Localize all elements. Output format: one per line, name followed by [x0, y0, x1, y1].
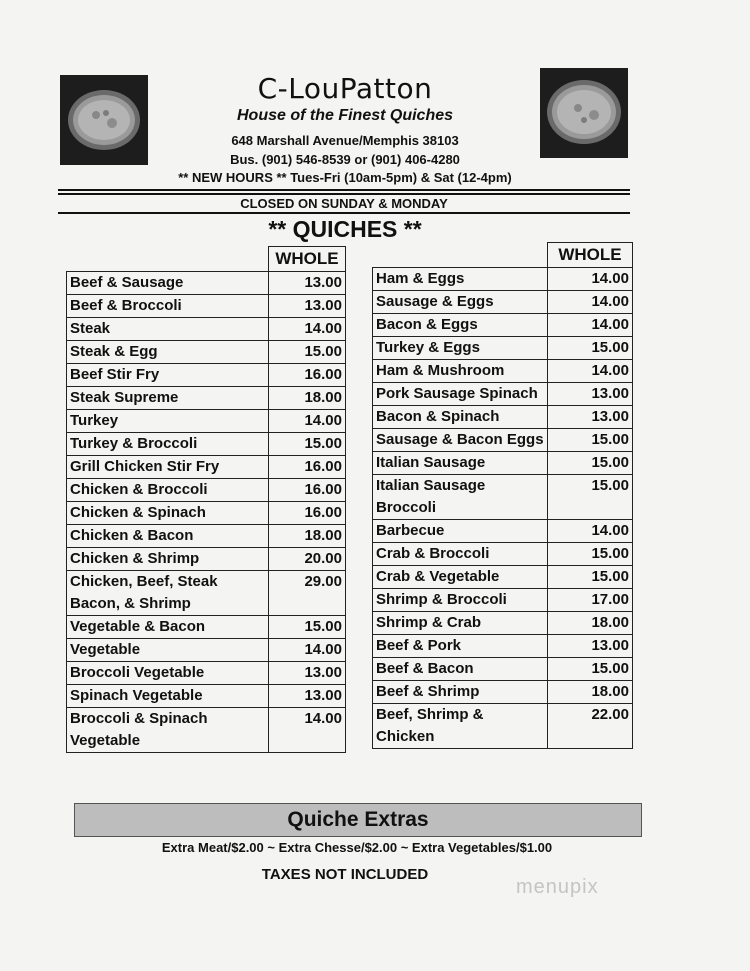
menu-item-price: 20.00	[269, 548, 346, 571]
menu-item-name: Crab & Broccoli	[373, 543, 548, 566]
divider-bottom	[58, 212, 630, 214]
menu-item-price: 14.00	[269, 318, 346, 341]
menu-item-price: 15.00	[269, 433, 346, 456]
menu-row	[373, 475, 633, 520]
menu-item-price: 13.00	[548, 635, 633, 658]
menu-row	[67, 456, 346, 479]
menu-item-name: Chicken, Beef, Steak Bacon, & Shrimp	[67, 571, 269, 616]
menu-item-price: 13.00	[269, 272, 346, 295]
menu-item-price: 14.00	[269, 410, 346, 433]
section-title: ** QUICHES **	[268, 216, 422, 242]
menu-row	[67, 387, 346, 410]
menu-item-price: 15.00	[548, 566, 633, 589]
menu-item-name: Italian Sausage	[373, 452, 548, 475]
menu-item-name: Beef & Bacon	[373, 658, 548, 681]
menu-item-price: 15.00	[548, 658, 633, 681]
menu-item-name: Crab & Vegetable	[373, 566, 548, 589]
menu-row	[373, 337, 633, 360]
menu-item-name: Beef & Shrimp	[373, 681, 548, 704]
divider-top	[58, 189, 630, 191]
menu-row	[373, 658, 633, 681]
menu-item-price: 14.00	[548, 291, 633, 314]
menu-row	[373, 406, 633, 429]
menu-item-name: Spinach Vegetable	[67, 685, 269, 708]
menu-row	[373, 520, 633, 543]
left-column-header: WHOLE	[268, 246, 346, 271]
menu-item-name: Barbecue	[373, 520, 548, 543]
menu-item-price: 13.00	[548, 406, 633, 429]
menu-item-price: 13.00	[269, 662, 346, 685]
menu-item-price: 15.00	[269, 341, 346, 364]
menu-row	[67, 410, 346, 433]
menu-item-name: Sausage & Bacon Eggs	[373, 429, 548, 452]
menu-item-price: 18.00	[269, 525, 346, 548]
right-menu-table	[372, 267, 633, 749]
menu-item-name: Chicken & Bacon	[67, 525, 269, 548]
menu-item-price: 15.00	[548, 452, 633, 475]
menu-item-price: 18.00	[548, 681, 633, 704]
extras-title: Quiche Extras	[287, 808, 429, 831]
menu-item-price: 16.00	[269, 456, 346, 479]
menu-item-price: 14.00	[548, 360, 633, 383]
menu-item-name: Beef, Shrimp & Chicken	[373, 704, 548, 749]
menu-row	[67, 341, 346, 364]
menu-row	[373, 681, 633, 704]
menu-row	[373, 589, 633, 612]
menu-row	[373, 291, 633, 314]
menu-item-price: 14.00	[548, 268, 633, 291]
menu-item-name: Chicken & Broccoli	[67, 479, 269, 502]
menu-item-name: Ham & Mushroom	[373, 360, 548, 383]
menu-row	[373, 383, 633, 406]
menu-item-name: Beef & Sausage	[67, 272, 269, 295]
menu-item-name: Beef Stir Fry	[67, 364, 269, 387]
menu-item-price: 14.00	[548, 314, 633, 337]
menu-item-price: 16.00	[269, 364, 346, 387]
menu-item-price: 15.00	[548, 543, 633, 566]
menu-row	[373, 360, 633, 383]
menu-row	[67, 571, 346, 616]
menu-row	[67, 685, 346, 708]
menu-item-price: 14.00	[269, 639, 346, 662]
menu-item-name: Vegetable & Bacon	[67, 616, 269, 639]
menu-row	[67, 318, 346, 341]
quiche-photo-left-icon	[60, 75, 148, 165]
menu-item-name: Shrimp & Broccoli	[373, 589, 548, 612]
menu-item-name: Chicken & Spinach	[67, 502, 269, 525]
menu-item-price: 16.00	[269, 479, 346, 502]
address: 648 Marshall Avenue/Memphis 38103	[231, 133, 459, 148]
menu-item-name: Steak Supreme	[67, 387, 269, 410]
menu-item-price: 22.00	[548, 704, 633, 749]
menu-item-name: Turkey & Broccoli	[67, 433, 269, 456]
menu-row	[67, 639, 346, 662]
business-hours: ** NEW HOURS ** Tues-Fri (10am-5pm) & Sat (12-4pm)	[178, 170, 512, 185]
menu-item-name: Grill Chicken Stir Fry	[67, 456, 269, 479]
menu-item-name: Italian Sausage Broccoli	[373, 475, 548, 520]
menu-item-price: 18.00	[548, 612, 633, 635]
menu-item-name: Turkey & Eggs	[373, 337, 548, 360]
menu-item-price: 15.00	[548, 475, 633, 520]
menu-item-price: 13.00	[269, 295, 346, 318]
menu-row	[373, 314, 633, 337]
menu-item-price: 15.00	[548, 337, 633, 360]
menu-item-name: Beef & Broccoli	[67, 295, 269, 318]
menu-row	[373, 429, 633, 452]
extras-banner	[74, 803, 642, 837]
menu-item-name: Vegetable	[67, 639, 269, 662]
menu-row	[373, 704, 633, 749]
menu-item-price: 13.00	[548, 383, 633, 406]
menu-item-name: Steak	[67, 318, 269, 341]
menu-row	[67, 433, 346, 456]
closed-days: CLOSED ON SUNDAY & MONDAY	[240, 196, 448, 211]
menu-item-name: Bacon & Eggs	[373, 314, 548, 337]
extras-prices: Extra Meat/$2.00 ~ Extra Chesse/$2.00 ~ Extra Vegetables/$1.00	[161, 840, 553, 855]
menu-item-name: Broccoli & Spinach Vegetable	[67, 708, 269, 753]
menu-row	[67, 502, 346, 525]
menu-item-price: 17.00	[548, 589, 633, 612]
menu-row	[373, 268, 633, 291]
taxes-note: TAXES NOT INCLUDED	[261, 866, 429, 883]
menu-item-price: 14.00	[269, 708, 346, 753]
menu-item-name: Ham & Eggs	[373, 268, 548, 291]
menu-row	[67, 479, 346, 502]
menu-row	[67, 548, 346, 571]
menu-row	[373, 635, 633, 658]
menu-row	[373, 612, 633, 635]
menu-item-price: 16.00	[269, 502, 346, 525]
menu-row	[373, 452, 633, 475]
menu-item-name: Beef & Pork	[373, 635, 548, 658]
menu-row	[67, 295, 346, 318]
left-menu-table	[66, 271, 346, 753]
quiche-photo-right-icon	[540, 68, 628, 158]
menu-item-name: Broccoli Vegetable	[67, 662, 269, 685]
menu-item-name: Steak & Egg	[67, 341, 269, 364]
menu-item-name: Shrimp & Crab	[373, 612, 548, 635]
menu-row	[67, 662, 346, 685]
menu-item-price: 18.00	[269, 387, 346, 410]
menu-row	[67, 364, 346, 387]
menu-item-price: 15.00	[548, 429, 633, 452]
menu-item-price: 29.00	[269, 571, 346, 616]
menu-item-price: 14.00	[548, 520, 633, 543]
menu-item-name: Pork Sausage Spinach	[373, 383, 548, 406]
menu-row	[67, 272, 346, 295]
menu-row	[67, 525, 346, 548]
menu-item-name: Sausage & Eggs	[373, 291, 548, 314]
divider-top-2	[58, 193, 630, 195]
menu-row	[373, 543, 633, 566]
watermark: menupix	[516, 876, 599, 898]
phone-numbers: Bus. (901) 546-8539 or (901) 406-4280	[230, 152, 460, 167]
restaurant-tagline: House of the Finest Quiches	[236, 107, 454, 124]
menu-item-price: 15.00	[269, 616, 346, 639]
menu-row	[373, 566, 633, 589]
restaurant-name: C-LouPatton	[257, 72, 433, 105]
menu-item-name: Turkey	[67, 410, 269, 433]
right-column-header: WHOLE	[547, 242, 633, 267]
menu-row	[67, 708, 346, 753]
menu-item-price: 13.00	[269, 685, 346, 708]
menu-item-name: Bacon & Spinach	[373, 406, 548, 429]
menu-row	[67, 616, 346, 639]
menu-item-name: Chicken & Shrimp	[67, 548, 269, 571]
